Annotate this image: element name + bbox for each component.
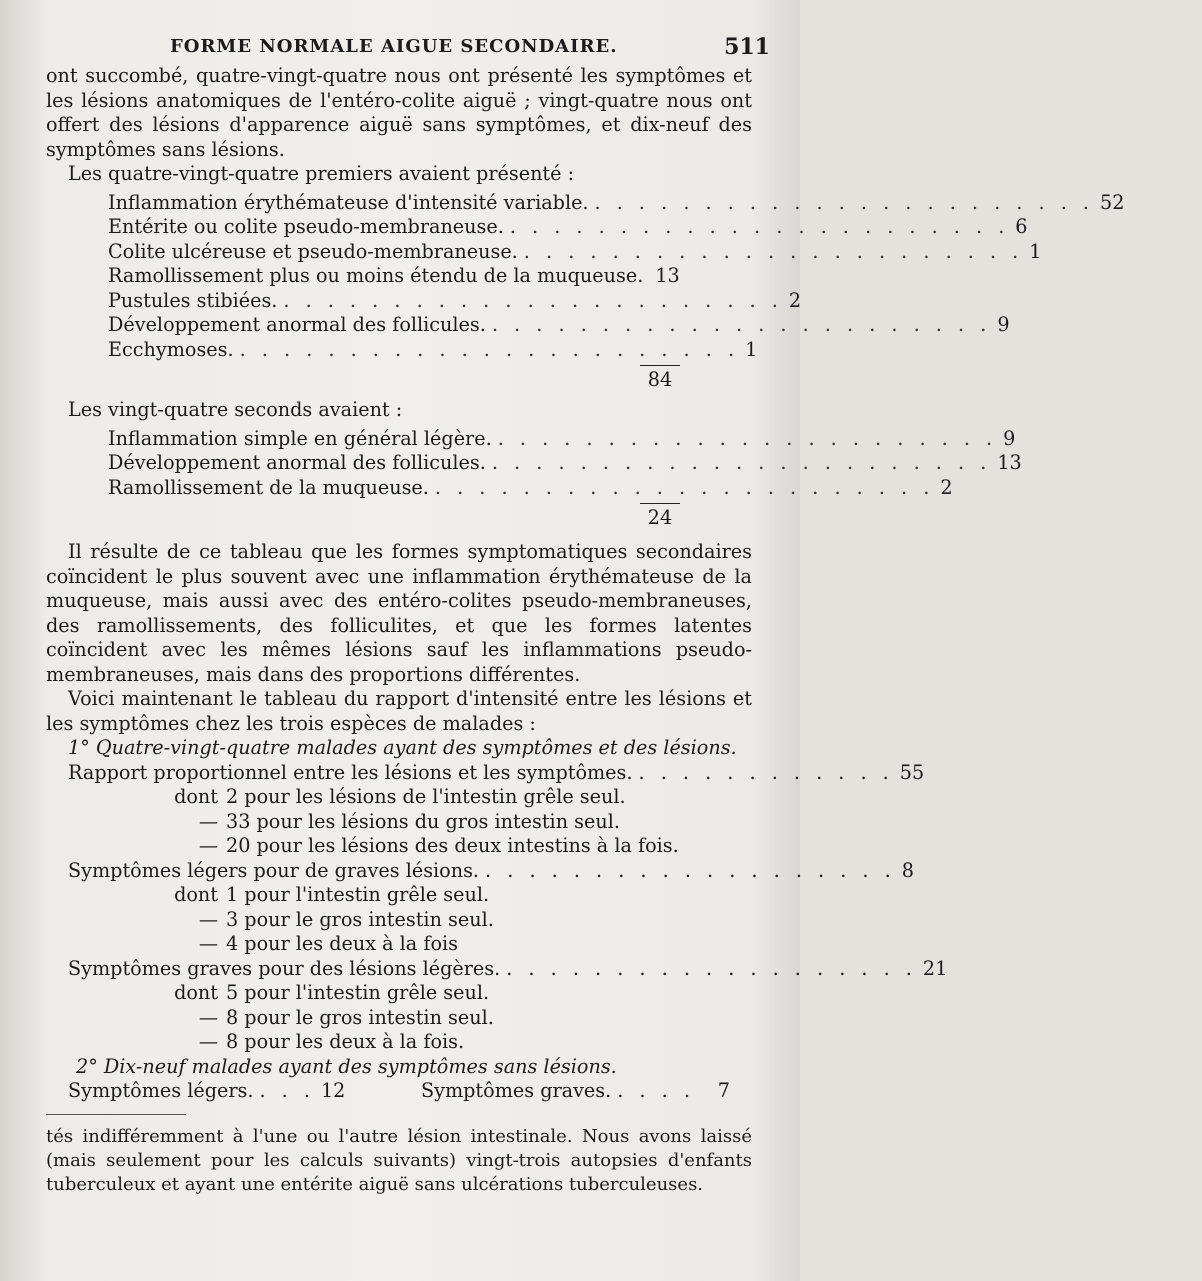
running-header [170,34,770,60]
item-value: 9 [997,313,1010,336]
item-label: Ramollissement plus ou moins étendu de la muqueuse. [108,264,644,287]
detail-text: 8 pour le gros intestin seul. [226,1005,494,1029]
detail-prefix: — [198,1030,218,1053]
leader-dots: . . . . . . . . . . . . . . . . . . . . . . . [509,215,1010,238]
total-value: 84 [640,365,680,393]
item-value: 13 [997,451,1022,474]
leader-dots: . . . . . . . . . . . . [638,760,894,784]
item-value: 6 [1015,215,1028,238]
list-item [46,451,1022,476]
list-item [46,337,758,363]
detail-text: 1 pour l'intestin grêle seul. [226,883,490,906]
section1-block [46,760,948,1055]
ratio-label: Rapport proportionnel entre les lésions et les symptômes. [68,760,633,784]
item-label: Colite ulcéreuse et pseudo-membraneuse. [108,239,518,263]
leader-dots: . . . . . . . . . . . . . . . . . . . . . . . [283,288,783,312]
list-item [46,288,802,314]
leader-dots: . . . . . . . . . . . . . . . . . . . . . . . [491,313,992,336]
grave-label: Symptômes graves. [420,1079,612,1102]
ratio-row [68,760,925,786]
item-label: Développement anormal des follicules. [108,451,486,474]
item-value: 2 [788,288,802,312]
detail-prefix: — [198,932,218,955]
page-number: 511 [724,34,770,60]
detail-row [68,1030,752,1055]
detail-row [68,1006,752,1031]
detail-prefix: dont [174,883,218,906]
item-label: Développement anormal des follicules. [108,313,486,336]
item-value: 13 [655,264,680,287]
detail-text: 5 pour l'intestin grêle seul. [226,981,490,1004]
page-body [46,64,1125,1197]
detail-text: 2 pour les lésions de l'intestin grêle seul. [226,785,626,808]
intro-paragraph: ont succombé, quatre-vingt-quatre nous ont présenté les symptômes et les lésions anatomiques de l'entéro-colite aiguë ; vingt-quatre nous ont offert des lésions d'apparence aiguë sans symptômes, et dix-neuf des symptômes sans lésions. [46,64,752,161]
item-label: Pustules stibiées. [108,288,278,312]
list-item [46,475,953,501]
detail-text: 3 pour le gros intestin seul. [226,907,494,931]
detail-text: 20 pour les lésions des deux intestins à la fois. [226,834,679,857]
footnote-rule [46,1114,186,1115]
detail-row [68,834,752,859]
detail-row [68,883,752,908]
ratio-value: 55 [899,760,925,784]
detail-text: 33 pour les lésions du gros intestin seul. [226,809,620,833]
item-value: 2 [940,475,953,499]
detail-row [68,908,752,933]
detail-prefix: — [198,809,218,833]
detail-text: 4 pour les deux à la fois [226,932,458,955]
leader-dots: . . . . . . . . . . . . . . . . . . . [485,858,896,882]
leader-dots: . . . . . . . . . . . . . . . . . . . . . . . [239,337,740,361]
detail-prefix: — [198,1005,218,1029]
leader-dots: . . . . . . . . . . . . . . . . . . . [506,956,917,980]
detail-prefix: — [198,907,218,931]
detail-prefix: dont [174,785,218,808]
table-intro-paragraph: Voici maintenant le tableau du rapport d'intensité entre les lésions et les symptômes chez les trois espèces de malades : [46,687,752,735]
ratio-value: 21 [922,956,948,980]
header-title: FORME NORMALE AIGUE SECONDAIRE. [170,36,618,57]
detail-row [68,785,752,810]
list-item [46,313,1010,338]
detail-row [68,932,752,957]
conclusion-paragraph: Il résulte de ce tableau que les formes symptomatiques secondaires coïncident le plus souvent avec une inflammation érythémateuse de la muqueuse, mais aussi avec des entéro-colites pseudo-membraneuses, des ramollissements, des folliculites, et que les formes latentes coïncident avec les mêmes lésions sauf les inflammations pseudo-membraneuses, mais dans des proportions différentes. [46,540,752,686]
section1-title: 1° Quatre-vingt-quatre malades ayant des symptômes et des lésions. [68,736,737,759]
total-value: 24 [640,503,680,531]
detail-prefix: — [198,834,218,857]
first-group-heading: Les quatre-vingt-quatre premiers avaient présenté : [68,162,575,185]
ratio-label: Symptômes légers pour de graves lésions. [68,858,480,882]
second-group-heading: Les vingt-quatre seconds avaient : [68,398,403,421]
leader-dots: . . . . [617,1079,695,1102]
second-group-list [46,426,1022,531]
section2-title: 2° Dix-neuf malades ayant des symptômes sans lésions. [76,1054,617,1078]
item-label: Inflammation érythémateuse d'intensité variable. [108,190,589,214]
grave-value: 7 [717,1079,730,1102]
ratio-value: 8 [901,858,914,882]
item-label: Ramollissement de la muqueuse. [108,475,429,499]
list-item [46,426,1016,452]
light-label: Symptômes légers. [68,1079,254,1102]
list-item [46,264,752,289]
item-label: Inflammation simple en général légère. [108,426,492,450]
ratio-label: Symptômes graves pour des lésions légères. [68,956,501,980]
item-value: 1 [1029,239,1042,263]
leader-dots: . . . . . . . . . . . . . . . . . . . . . . . [523,239,1024,263]
ratio-row [68,956,948,982]
detail-row [68,981,752,1006]
footnote-continuation: tés indifféremment à l'une ou l'autre lésion intestinale. Nous avons laissé (mais seulement pour les calculs suivants) vingt-trois autopsies d'enfants tuberculeux et ayant une entérite aiguë sans ulcérations tuberculeuses. [46,1125,752,1195]
leader-dots: . . . [259,1079,315,1102]
leader-dots: . . . . . . . . . . . . . . . . . . . . . . . [491,451,992,474]
detail-row [68,810,752,835]
detail-text: 8 pour les deux à la fois. [226,1030,465,1053]
leader-dots: . . . . . . . . . . . . . . . . . . . . . . . [434,475,935,499]
item-label: Entérite ou colite pseudo-membraneuse. [108,215,504,238]
leader-dots: . . . . . . . . . . . . . . . . . . . . . . . [594,190,1094,214]
ratio-row [68,858,914,884]
total-row [46,500,752,530]
list-item [46,239,1042,265]
item-value: 1 [745,337,758,361]
total-row [46,362,752,392]
item-value: 9 [1003,426,1016,450]
item-label: Ecchymoses. [108,337,234,361]
item-value: 52 [1100,190,1125,214]
detail-prefix: dont [174,981,218,1004]
leader-dots: . . . . . . . . . . . . . . . . . . . . . . . [497,426,998,450]
section2-row [46,1079,752,1104]
light-value: 12 [320,1079,346,1102]
list-item [46,215,1028,240]
list-item [46,190,1125,216]
first-group-list [46,190,1125,393]
